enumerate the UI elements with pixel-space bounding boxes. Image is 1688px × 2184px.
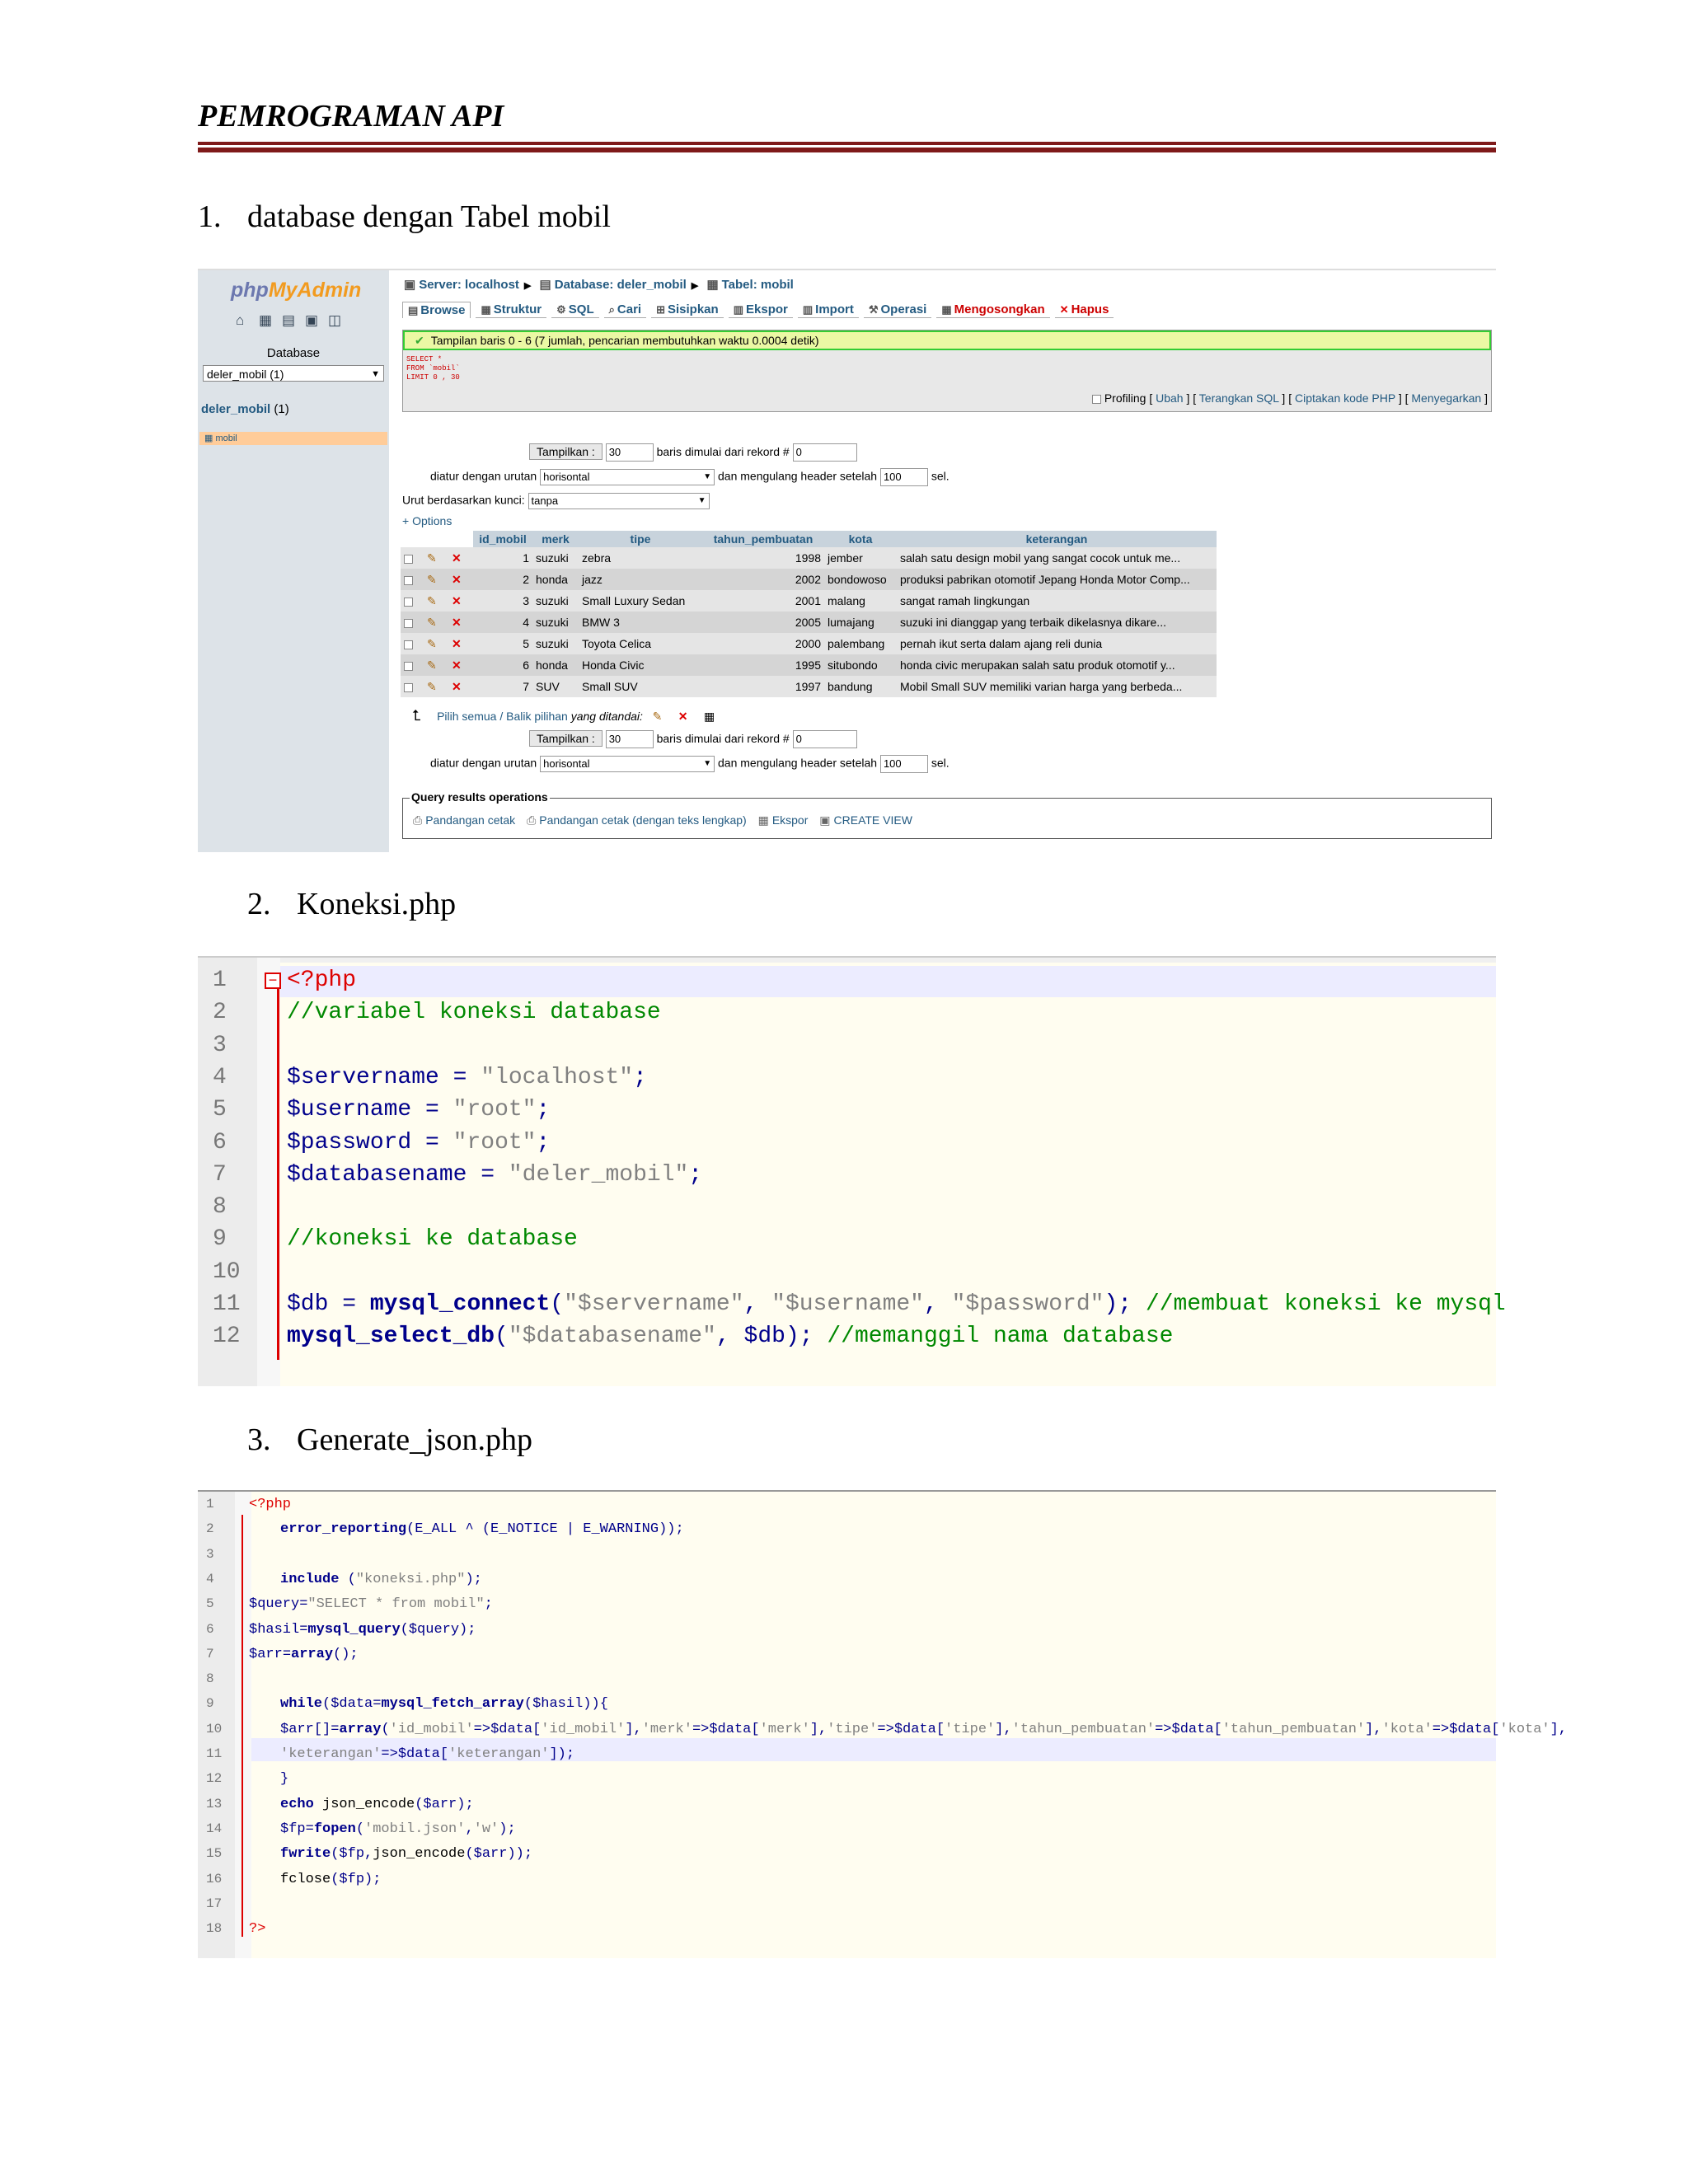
start-record-input[interactable]: 0 (793, 443, 857, 462)
code-text: } (280, 1771, 289, 1788)
create-php-link[interactable]: Ciptakan kode PHP (1295, 391, 1395, 405)
code-text: $arr=array(); (249, 1646, 359, 1662)
section-heading-1 (198, 198, 611, 236)
table-icon: ▦ (706, 278, 719, 292)
query-results-operations (402, 790, 1492, 839)
sidebar-icon-bar (236, 313, 343, 328)
code-text: $username = "root"; (287, 1097, 551, 1123)
edit-icon[interactable]: ✎ (424, 633, 448, 654)
code-line (198, 1094, 1496, 1127)
code-line (198, 1792, 1496, 1817)
code-line (198, 1617, 1496, 1643)
cell-tahun_pembuatan: 1995 (702, 654, 824, 676)
check-all-link[interactable]: Pilih semua / Balik pilihan (437, 710, 568, 723)
row-checkbox[interactable] (401, 612, 424, 633)
section-heading-2 (247, 885, 456, 923)
code-text: //variabel koneksi database (287, 1000, 661, 1026)
phpmyadmin-logo[interactable]: phpMyAdmin (231, 279, 362, 302)
breadcrumb-database[interactable]: Database: deler_mobil (554, 278, 687, 292)
code-text: error_reporting(E_ALL ^ (E_NOTICE | E_WARNING)); (280, 1521, 684, 1538)
breadcrumb (404, 277, 794, 292)
cell-tahun_pembuatan: 2005 (702, 612, 824, 633)
table-row[interactable] (401, 569, 1217, 590)
code-line (198, 1256, 1496, 1289)
code-line (198, 1567, 1496, 1592)
table-header-row (401, 531, 1217, 547)
tab-sql[interactable]: ⚙ SQL (551, 302, 599, 318)
code-text: //koneksi ke database (287, 1226, 578, 1253)
line-number: 6 (213, 1129, 227, 1155)
sidebar-item-mobil[interactable]: ▦ mobil (199, 432, 387, 445)
code-text: ?> (249, 1921, 266, 1938)
line-number: 5 (213, 1097, 227, 1123)
line-number: 12 (206, 1771, 223, 1787)
line-number: 13 (206, 1796, 223, 1811)
cell-merk: suzuki (532, 633, 579, 654)
code-line (198, 1516, 1496, 1542)
arrow-up-left-icon: ⮤ (412, 707, 421, 724)
edit-icon[interactable]: ✎ (424, 547, 448, 569)
edit-icon[interactable]: ✎ (424, 654, 448, 676)
code-line (198, 1062, 1496, 1094)
sort-key-select[interactable]: tanpa ▼ (528, 493, 710, 509)
column-header[interactable]: kota (824, 531, 897, 547)
repeat-header-input[interactable]: 100 (880, 468, 928, 486)
cell-id_mobil: 1 (473, 547, 532, 569)
code-text: $arr[]=array('id_mobil'=>$data['id_mobil'],'merk'=>$data['merk'],'tipe'=>$data['tipe'],'tahun_pembuatan'=>$data['tahun_pembuatan'],'kota'=>$data['kota'], (280, 1721, 1568, 1737)
cell-tahun_pembuatan: 2001 (702, 590, 824, 612)
qro-legend: Query results operations (411, 790, 548, 804)
line-number: 16 (206, 1871, 223, 1886)
print-icon: ⎙ (413, 813, 423, 827)
cell-merk: suzuki (532, 612, 579, 633)
delete-icon[interactable]: ✕ (448, 676, 473, 697)
code-line (198, 1029, 1496, 1062)
edit-icon[interactable]: ✎ (424, 569, 448, 590)
code-line (198, 996, 1496, 1029)
tab-browse[interactable]: ▤ Browse (402, 302, 471, 318)
cell-tipe: zebra (579, 547, 702, 569)
line-number: 2 (213, 1000, 227, 1026)
cell-id_mobil: 4 (473, 612, 532, 633)
cell-merk: SUV (532, 676, 579, 697)
delete-icon[interactable]: ✕ (448, 590, 473, 612)
results-table (401, 531, 1217, 697)
cell-id_mobil: 2 (473, 569, 532, 590)
sql-icon[interactable]: ▦ (259, 312, 273, 328)
repeat-header-input[interactable]: 100 (880, 755, 928, 773)
code-line (198, 1867, 1496, 1892)
table-row[interactable] (401, 676, 1217, 697)
code-line (198, 1320, 1496, 1353)
table-row[interactable] (401, 633, 1217, 654)
column-header[interactable]: tipe (579, 531, 702, 547)
header-rule-thick (198, 148, 1496, 152)
code-text: 'keterangan'=>$data['keterangan']); (280, 1746, 575, 1762)
check-icon: ✔ (415, 334, 424, 347)
code-line (198, 964, 1496, 997)
cell-kota: situbondo (824, 654, 897, 676)
explain-sql-link[interactable]: Terangkan SQL (1198, 391, 1279, 405)
export-link[interactable]: Ekspor (771, 813, 809, 827)
code-text: $hasil=mysql_query($query); (249, 1621, 476, 1638)
line-number: 10 (213, 1258, 241, 1285)
export-icon[interactable]: ▦ (703, 710, 715, 723)
cell-keterangan: sangat ramah lingkungan (897, 590, 1217, 612)
cell-tipe: BMW 3 (579, 612, 702, 633)
line-number: 7 (206, 1646, 214, 1661)
section-title: Koneksi.php (297, 887, 457, 921)
row-checkbox[interactable] (401, 654, 424, 676)
cell-tipe: Honda Civic (579, 654, 702, 676)
table-row[interactable] (401, 590, 1217, 612)
line-number: 8 (206, 1671, 214, 1687)
sort-row: Urut berdasarkan kunci: tanpa ▼ (402, 493, 710, 509)
empty-table-icon: ▦ (941, 303, 952, 316)
tab-ekspor[interactable]: ▥ Ekspor (729, 302, 793, 318)
column-header[interactable]: id_mobil (473, 531, 532, 547)
cell-keterangan: suzuki ini dianggap yang terbaik dikelasnya dikare... (897, 612, 1217, 633)
print-icon: ⎙ (527, 813, 537, 827)
cell-tipe: jazz (579, 569, 702, 590)
code-text: $databasename = "deler_mobil"; (287, 1161, 703, 1188)
column-header[interactable]: tahun_pembuatan (702, 531, 824, 547)
help-icon[interactable]: ◫ (328, 312, 342, 328)
cell-kota: lumajang (824, 612, 897, 633)
cell-tipe: Small Luxury Sedan (579, 590, 702, 612)
table-row[interactable] (401, 547, 1217, 569)
tab-mengosongkan[interactable]: ▦ Mengosongkan (936, 302, 1049, 318)
code-line (198, 1223, 1496, 1256)
line-number: 7 (213, 1161, 227, 1188)
code-line (198, 1642, 1496, 1667)
create-view-link[interactable]: CREATE VIEW (833, 813, 912, 827)
cell-tipe: Small SUV (579, 676, 702, 697)
breadcrumb-table[interactable]: Tabel: mobil (721, 278, 794, 292)
bulk-actions: ⮤ Pilih semua / Balik pilihan yang ditandai: ✎ ✕ ▦ (412, 707, 715, 724)
nav-row-order-bottom: diatur dengan urutan horisontal ▼ dan mengulang header setelah 100 sel. (430, 755, 950, 773)
export-icon: ▥ (733, 303, 743, 316)
line-number: 18 (206, 1921, 223, 1937)
section-title: database dengan Tabel mobil (247, 199, 611, 234)
cell-tahun_pembuatan: 2000 (702, 633, 824, 654)
section-number: 1. (198, 199, 222, 234)
export-icon: ▦ (757, 813, 769, 827)
code-line (198, 1159, 1496, 1192)
query-window-icon[interactable]: ▤ (282, 312, 296, 328)
code-line (198, 1741, 1496, 1767)
code-text: <?php (249, 1497, 292, 1512)
code-line (198, 1766, 1496, 1792)
code-line (198, 1191, 1496, 1224)
cell-kota: bondowoso (824, 569, 897, 590)
refresh-link[interactable]: Menyegarkan (1411, 391, 1482, 405)
document-header (198, 97, 1496, 152)
generate-json-code-editor (198, 1490, 1568, 1958)
code-line (198, 1816, 1496, 1842)
code-line (198, 1691, 1496, 1717)
pma-sidebar (198, 270, 389, 852)
chevron-down-icon: ▼ (703, 759, 712, 768)
line-number: 10 (206, 1721, 223, 1736)
line-number: 3 (213, 1032, 227, 1058)
order-select[interactable]: horisontal ▼ (540, 469, 715, 485)
cell-merk: honda (532, 654, 579, 676)
wrench-icon: ⚒ (868, 303, 879, 316)
database-label: Database (266, 346, 321, 360)
line-number: 5 (206, 1596, 214, 1612)
column-header[interactable]: merk (532, 531, 579, 547)
line-number: 17 (206, 1896, 223, 1911)
tab-hapus[interactable]: ✕ Hapus (1055, 302, 1114, 318)
profiling-checkbox[interactable] (1092, 395, 1101, 404)
line-number: 8 (213, 1194, 227, 1221)
start-record-input[interactable]: 0 (793, 730, 857, 748)
section-heading-3 (247, 1421, 532, 1459)
code-line (198, 1916, 1496, 1942)
phpmyadmin-screenshot (198, 269, 1496, 852)
edit-icon[interactable]: ✎ (424, 612, 448, 633)
cell-tahun_pembuatan: 1998 (702, 547, 824, 569)
section-title: Generate_json.php (297, 1422, 532, 1457)
row-checkbox[interactable] (401, 633, 424, 654)
show-button[interactable]: Tampilkan : (529, 730, 603, 747)
code-text: mysql_select_db("$databasename", $db); //memanggil nama database (287, 1324, 1174, 1350)
show-button[interactable]: Tampilkan : (529, 443, 603, 460)
code-line (198, 1591, 1496, 1617)
document-title: PEMROGRAMAN API (198, 99, 504, 134)
edit-icon[interactable]: ✎ (652, 710, 663, 723)
db-table-count: (1) (274, 402, 289, 416)
code-text: $db = mysql_connect("$servername", "$username", "$password"); //membuat koneksi ke mysql (287, 1291, 1506, 1317)
nav-row-top: Tampilkan : 30 baris dimulai dari rekord # 0 (529, 443, 857, 462)
cell-id_mobil: 7 (473, 676, 532, 697)
chevron-down-icon: ▼ (703, 472, 712, 481)
insert-icon: ⊞ (656, 303, 665, 316)
delete-icon[interactable]: ✕ (448, 569, 473, 590)
tab-import[interactable]: ▥ Import (798, 302, 859, 318)
line-number: 11 (206, 1746, 223, 1761)
nav-row-bottom: Tampilkan : 30 baris dimulai dari rekord # 0 (529, 730, 857, 748)
edit-icon[interactable]: ✎ (424, 590, 448, 612)
search-icon: ⌕ (608, 303, 615, 316)
section-number: 3. (247, 1422, 271, 1457)
tab-operasi[interactable]: ⚒ Operasi (864, 302, 932, 318)
line-number: 9 (213, 1226, 227, 1253)
koneksi-code-editor (198, 956, 1506, 1386)
code-line (198, 1666, 1496, 1692)
options-link[interactable]: + Options (402, 514, 452, 527)
fold-toggle-icon[interactable]: − (265, 972, 281, 989)
edit-icon[interactable]: ✎ (424, 676, 448, 697)
row-checkbox[interactable] (401, 676, 424, 697)
editor-ruler (198, 958, 1496, 963)
cell-kota: palembang (824, 633, 897, 654)
code-line (198, 1542, 1496, 1568)
code-text: <?php (287, 968, 357, 993)
cell-kota: malang (824, 590, 897, 612)
code-text: while($data=mysql_fetch_array($hasil)){ (280, 1696, 608, 1713)
row-checkbox[interactable] (401, 590, 424, 612)
profiling-links: Profiling [ Ubah ] [ Terangkan SQL ] [ Ciptakan kode PHP ] [ Menyegarkan ] (1092, 391, 1488, 405)
cell-id_mobil: 3 (473, 590, 532, 612)
code-text: $servername = "localhost"; (287, 1064, 647, 1090)
line-number: 6 (206, 1621, 214, 1637)
cell-tahun_pembuatan: 2002 (702, 569, 824, 590)
code-text: fwrite($fp,json_encode($arr)); (280, 1846, 533, 1863)
tab-cari[interactable]: ⌕ Cari (604, 302, 646, 318)
line-number: 2 (206, 1521, 214, 1537)
chevron-right-icon: ▶ (691, 281, 699, 291)
sidebar-db-entry (201, 402, 289, 416)
delete-icon[interactable]: ✕ (678, 710, 688, 723)
nav-row-order: diatur dengan urutan horisontal ▼ dan mengulang header setelah 100 sel. (430, 468, 950, 486)
cell-keterangan: pernah ikut serta dalam ajang reli dunia (897, 633, 1217, 654)
print-view-full-link[interactable]: Pandangan cetak (dengan teks lengkap) (539, 813, 747, 827)
code-line (198, 1492, 1496, 1517)
line-number: 12 (213, 1324, 241, 1350)
sql-icon: ⚙ (556, 303, 566, 316)
table-row[interactable] (401, 612, 1217, 633)
cell-id_mobil: 6 (473, 654, 532, 676)
view-icon: ▣ (819, 813, 831, 827)
pma-main-panel (401, 270, 1496, 852)
server-icon: ▣ (404, 278, 416, 292)
order-select[interactable]: horisontal ▼ (540, 756, 715, 772)
code-line (198, 1127, 1496, 1160)
database-icon: ▤ (539, 278, 551, 292)
database-select[interactable]: deler_mobil (1) ▼ (203, 365, 384, 382)
code-line (198, 1717, 1568, 1742)
line-number: 1 (213, 968, 227, 993)
browse-icon: ▤ (408, 304, 419, 316)
cell-merk: honda (532, 569, 579, 590)
structure-icon: ▦ (481, 303, 491, 316)
row-checkbox[interactable] (401, 547, 424, 569)
line-number: 4 (206, 1571, 214, 1586)
line-number: 4 (213, 1064, 227, 1090)
cell-merk: suzuki (532, 547, 579, 569)
line-number: 14 (206, 1821, 223, 1836)
edit-link[interactable]: Ubah (1156, 391, 1184, 405)
cell-id_mobil: 5 (473, 633, 532, 654)
cell-tahun_pembuatan: 1997 (702, 676, 824, 697)
code-line (198, 1288, 1506, 1321)
row-checkbox[interactable] (401, 569, 424, 590)
code-text: $password = "root"; (287, 1129, 551, 1155)
cell-kota: jember (824, 547, 897, 569)
print-view-link[interactable]: Pandangan cetak (425, 813, 516, 827)
tab-sisipkan[interactable]: ⊞ Sisipkan (651, 302, 724, 318)
tab-struktur[interactable]: ▦ Struktur (476, 302, 546, 318)
cell-keterangan: Mobil Small SUV memiliki varian harga yang berbeda... (897, 676, 1217, 697)
line-number: 1 (206, 1497, 214, 1511)
line-number: 9 (206, 1696, 214, 1712)
query-message-box (402, 330, 1492, 412)
cell-kota: bandung (824, 676, 897, 697)
line-number: 3 (206, 1546, 214, 1562)
drop-icon: ✕ (1059, 303, 1069, 316)
code-text: fclose($fp); (280, 1871, 382, 1887)
delete-icon[interactable]: ✕ (448, 612, 473, 633)
table-icon: ▦ (204, 434, 216, 443)
code-text: include ("koneksi.php"); (280, 1571, 482, 1587)
line-number: 15 (206, 1846, 223, 1862)
cell-keterangan: produksi pabrikan otomotif Jepang Honda Motor Comp... (897, 569, 1217, 590)
cell-keterangan: salah satu design mobil yang sangat cocok untuk me... (897, 547, 1217, 569)
table-row[interactable] (401, 654, 1217, 676)
code-text: echo json_encode($arr); (280, 1796, 474, 1812)
column-header[interactable]: keterangan (897, 531, 1217, 547)
code-text: $query="SELECT * from mobil"; (249, 1596, 493, 1613)
pma-tabs (402, 302, 1114, 318)
rows-input[interactable]: 30 (606, 730, 654, 748)
sidebar-db-link[interactable]: deler_mobil (201, 402, 271, 416)
breadcrumb-server[interactable]: Server: localhost (419, 278, 519, 292)
success-message: ✔ Tampilan baris 0 - 6 (7 jumlah, pencarian membutuhkan waktu 0.0004 detik) (403, 330, 1491, 350)
delete-icon[interactable]: ✕ (448, 633, 473, 654)
header-rule (198, 142, 1496, 145)
chevron-right-icon: ▶ (523, 281, 532, 291)
code-line (198, 1841, 1496, 1867)
qro-links (413, 813, 921, 827)
cell-keterangan: honda civic merupakan salah satu produk otomotif y... (897, 654, 1217, 676)
delete-icon[interactable]: ✕ (448, 547, 473, 569)
import-icon: ▥ (802, 303, 814, 316)
home-icon[interactable]: ⌂ (236, 312, 245, 328)
delete-icon[interactable]: ✕ (448, 654, 473, 676)
chevron-down-icon: ▼ (371, 369, 380, 379)
code-line (198, 1891, 1496, 1917)
code-text: $fp=fopen('mobil.json','w'); (280, 1821, 516, 1837)
sql-query-text: SELECT * FROM `mobil` LIMIT 0 , 30 (406, 355, 460, 382)
cell-tipe: Toyota Celica (579, 633, 702, 654)
section-number: 2. (247, 887, 271, 921)
docs-icon[interactable]: ▣ (305, 312, 319, 328)
chevron-down-icon: ▼ (697, 496, 706, 505)
rows-input[interactable]: 30 (606, 443, 654, 462)
cell-merk: suzuki (532, 590, 579, 612)
line-number: 11 (213, 1291, 241, 1317)
